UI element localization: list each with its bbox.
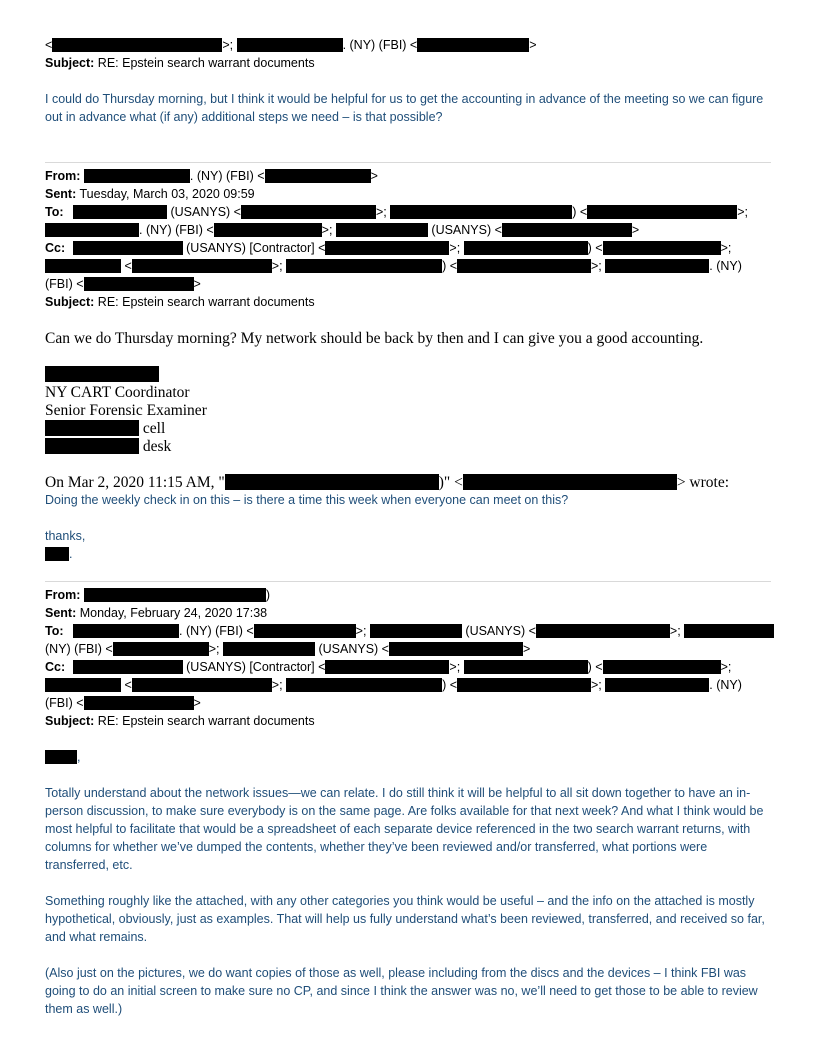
redaction — [84, 588, 266, 602]
redaction — [45, 438, 139, 454]
redaction — [286, 259, 442, 273]
from-line: From: ) — [45, 588, 271, 602]
to-line-cont: . (NY) (FBI) < >; (USANYS) < > — [45, 221, 771, 239]
redaction — [463, 474, 677, 490]
redaction — [603, 241, 721, 255]
redaction — [603, 660, 721, 674]
redaction — [536, 624, 670, 638]
redaction — [336, 223, 428, 237]
to-line: To: (USANYS) < >; ) < >; — [45, 205, 748, 219]
signature-initial: . — [45, 545, 771, 563]
to-line-cont: (NY) (FBI) < >; (USANYS) < > — [45, 642, 531, 656]
redaction — [286, 678, 442, 692]
redaction — [265, 169, 371, 183]
redaction — [587, 205, 737, 219]
cc-line: Cc: (USANYS) [Contractor] < >; ) < >; — [45, 241, 732, 255]
quote-intro: On Mar 2, 2020 11:15 AM, " )" < > wrote: — [45, 474, 730, 491]
subject-line: Subject: RE: Epstein search warrant documents — [45, 714, 315, 728]
redaction — [325, 660, 449, 674]
redaction — [45, 547, 69, 561]
redaction — [45, 420, 139, 436]
redaction — [223, 642, 315, 656]
sent-line: Sent: Monday, February 24, 2020 17:38 — [45, 606, 268, 620]
subject-line: Subject: RE: Epstein search warrant documents — [45, 295, 315, 309]
redaction — [45, 366, 159, 382]
redaction — [237, 38, 343, 52]
redaction — [417, 38, 529, 52]
redaction — [502, 223, 632, 237]
cc-line-cont: < >; ) < >; . (NY) — [45, 257, 771, 275]
quoted-body: Doing the weekly check in on this – is there a time this week when everyone can meet on this? — [45, 493, 569, 507]
redaction — [113, 642, 209, 656]
signature-title: Senior Forensic Examiner — [45, 402, 207, 419]
subject-line: Subject: RE: Epstein search warrant documents — [45, 56, 315, 70]
signature-desk: desk — [45, 438, 771, 456]
redaction — [370, 624, 462, 638]
redaction — [45, 750, 77, 764]
redaction — [73, 624, 179, 638]
thanks-line: thanks, — [45, 529, 86, 543]
redaction — [73, 205, 167, 219]
cc-line: Cc: (USANYS) [Contractor] < >; ) < >; — [45, 660, 732, 674]
signature-cell: cell — [45, 420, 771, 438]
redaction — [214, 223, 322, 237]
signature-name — [45, 366, 771, 382]
redaction — [325, 241, 449, 255]
recipients-line: < >; . (NY) (FBI) < > — [45, 38, 537, 52]
redaction — [464, 241, 588, 255]
redaction — [457, 259, 591, 273]
redaction — [45, 223, 139, 237]
redaction — [132, 259, 272, 273]
cc-line-end: (FBI) < > — [45, 277, 201, 291]
cc-line-cont: < >; ) < >; . (NY) — [45, 676, 771, 694]
redaction — [464, 660, 588, 674]
divider — [45, 581, 771, 582]
redaction — [52, 38, 222, 52]
message-paragraph: Something roughly like the attached, with any other categories you think would be useful – and the info on the attached is mostly hypothetical, obviously, just as examples. That will help us fully understand what’s been reviewed, transferred, and received so far, and what remains. — [45, 894, 765, 944]
redaction — [241, 205, 376, 219]
divider — [45, 162, 771, 163]
redaction — [84, 277, 194, 291]
redaction — [132, 678, 272, 692]
redaction — [84, 696, 194, 710]
redaction — [73, 660, 183, 674]
redaction — [605, 678, 709, 692]
to-line: To: . (NY) (FBI) < >; (USANYS) < >; — [45, 622, 771, 640]
redaction — [390, 205, 572, 219]
redaction — [389, 642, 523, 656]
redaction — [457, 678, 591, 692]
from-line: From: . (NY) (FBI) < > — [45, 169, 378, 183]
cc-line-end: (FBI) < > — [45, 696, 201, 710]
redaction — [45, 259, 121, 273]
redaction — [684, 624, 774, 638]
message-body: Can we do Thursday morning? My network should be back by then and I can give you a good accounting. — [45, 330, 704, 347]
redaction — [605, 259, 709, 273]
message-body: I could do Thursday morning, but I think it would be helpful for us to get the accounting in advance of the meeting so we can figure out in advance what (if any) additional steps we need – is that possible? — [45, 92, 764, 124]
redaction — [84, 169, 190, 183]
message-paragraph: Totally understand about the network issues—we can relate. I do still think it will be helpful to all sit down together to have an in-person discussion, to make sure everybody is on the same page. Are folks available for that next week? And what I think would be most helpful to facilitate that would be a spreadsheet of each separate device referenced in the two search warrant returns, with columns for whether we’ve dumped the contents, whether they’ve been reviewed and/or transferred, what portions were transferred, etc. — [45, 786, 764, 872]
redaction — [254, 624, 356, 638]
redaction — [73, 241, 183, 255]
redaction — [45, 678, 121, 692]
sent-line: Sent: Tuesday, March 03, 2020 09:59 — [45, 187, 255, 201]
message-paragraph: (Also just on the pictures, we do want copies of those as well, please including from the discs and the devices – I think FBI was going to do an initial screen to make sure no CP, and since I think the answer was no, we’ll need to get those to be able to review them as well.) — [45, 966, 758, 1016]
signature-title: NY CART Coordinator — [45, 384, 190, 401]
greeting-line: , — [45, 748, 771, 766]
redaction — [225, 474, 439, 490]
